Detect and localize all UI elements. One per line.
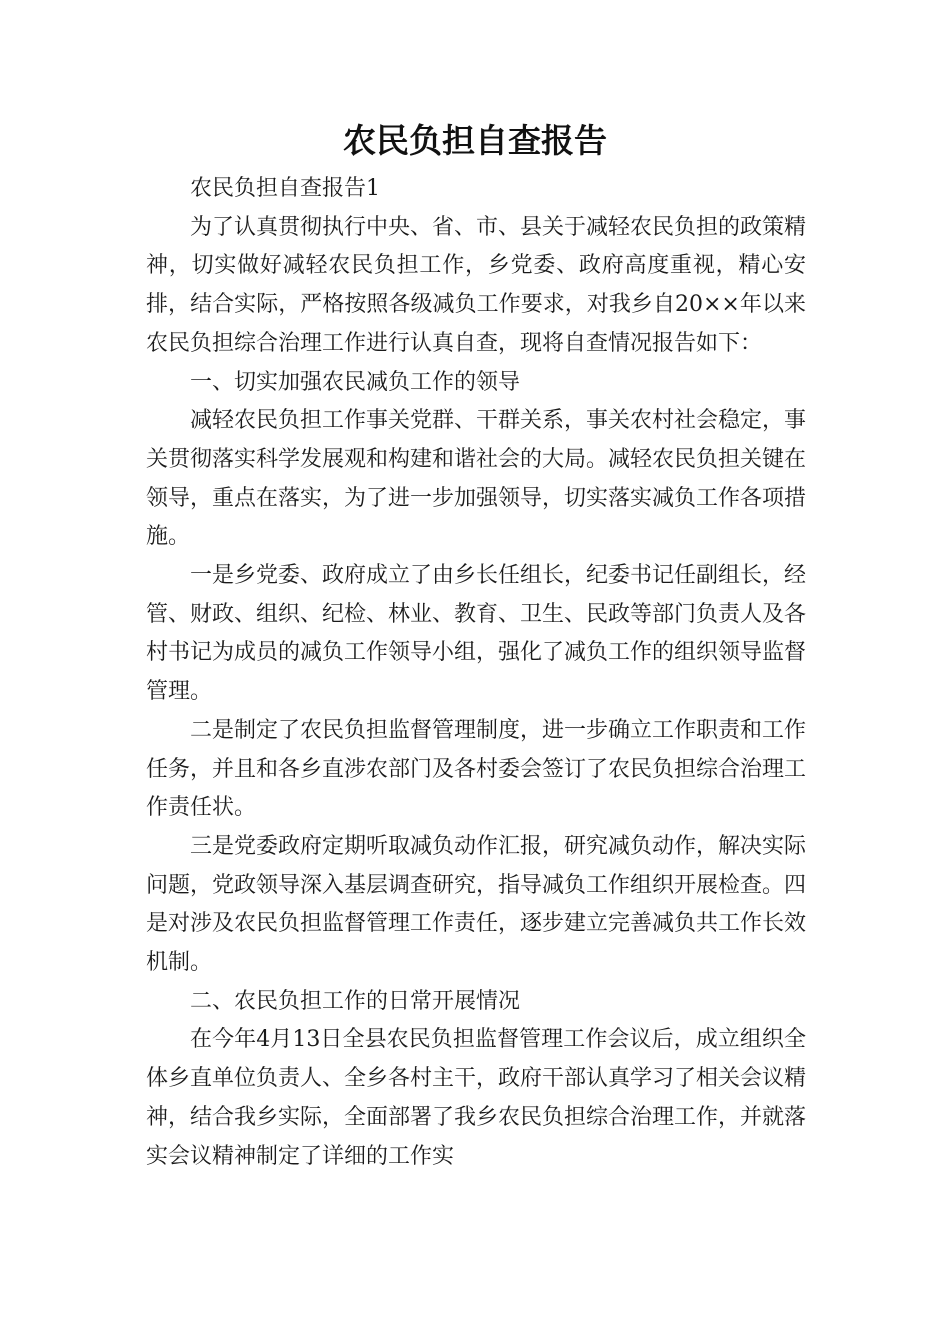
paragraph: 三是党委政府定期听取减负动作汇报，研究减负动作，解决实际问题，党政领导深入基层调查研究，指导减负工作组织开展检查。四是对涉及农民负担监督管理工作责任，逐步建立完善减负共工作长效机制。 xyxy=(146,833,807,976)
paragraph-subtitle: 农民负担自查报告1 xyxy=(190,176,380,201)
paragraph-intro: 为了认真贯彻执行中央、省、市、县关于减轻农民负担的政策精神，切实做好减轻农民负担工作，乡党委、政府高度重视，精心安排，结合实际，严格按照各级减负工作要求，对我乡自20××年以来农民负担综合治理工作进行认真自查，现将自查情况报告如下： xyxy=(146,214,807,356)
paragraph: 在今年4月13日全县农民负担监督管理工作会议后，成立组织全体乡直单位负责人、全乡各村主干，政府干部认真学习了相关会议精神，结合我乡实际，全面部署了我乡农民负担综合治理工作，并就落实会议精神制定了详细的工作实 xyxy=(146,1027,807,1169)
paragraph: 二是制定了农民负担监督管理制度，进一步确立工作职责和工作任务，并且和各乡直涉农部门及各村委会签订了农民负担综合治理工作责任状。 xyxy=(146,717,807,821)
document-title: 农民负担自查报告 xyxy=(343,121,607,160)
paragraph: 减轻农民负担工作事关党群、干群关系，事关农村社会稳定，事关贯彻落实科学发展观和构建和谐社会的大局。减轻农民负担关键在领导，重点在落实，为了进一步加强领导，切实落实减负工作各项措施。 xyxy=(146,408,807,550)
section-heading-2: 二、农民负担工作的日常开展情况 xyxy=(190,988,521,1014)
section-heading-1: 一、切实加强农民减负工作的领导 xyxy=(190,369,521,395)
document-body xyxy=(146,170,806,1176)
paragraph: 一是乡党委、政府成立了由乡长任组长，纪委书记任副组长，经管、财政、组织、纪检、林业、教育、卫生、民政等部门负责人及各村书记为成员的减负工作领导小组，强化了减负工作的组织领导监督管理。 xyxy=(146,563,807,705)
